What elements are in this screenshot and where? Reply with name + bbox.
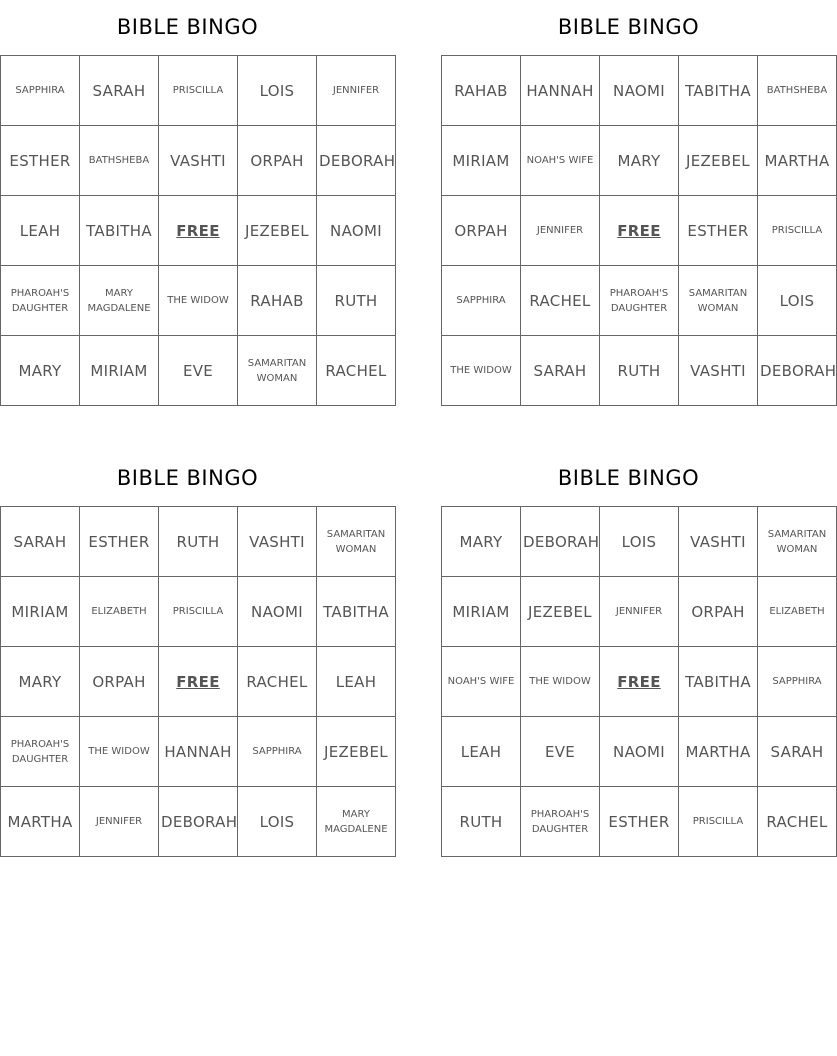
bingo-cell: RACHEL [521,266,600,336]
bingo-cell: ESTHER [1,126,80,196]
bingo-cell: SAMARITAN WOMAN [679,266,758,336]
bingo-cell: JENNIFER [600,577,679,647]
bingo-cell: NAOMI [317,196,396,266]
bingo-cell: SAMARITAN WOMAN [758,507,837,577]
bingo-cell: DEBORAH [521,507,600,577]
bingo-cell: RUTH [442,787,521,857]
bingo-grid [441,55,837,406]
bingo-card-4 [441,451,828,857]
free-cell: FREE [159,196,238,266]
bingo-cell: SARAH [521,336,600,406]
bingo-cell: BATHSHEBA [758,56,837,126]
bingo-cell: MARTHA [679,717,758,787]
bingo-cell: RUTH [317,266,396,336]
bingo-cell: SAMARITAN WOMAN [317,507,396,577]
bingo-cell: LEAH [317,647,396,717]
bingo-cell: PHAROAH'S DAUGHTER [1,717,80,787]
bingo-cell: THE WIDOW [521,647,600,717]
bingo-cell: RACHEL [317,336,396,406]
bingo-cell: VASHTI [679,507,758,577]
bingo-cell: JENNIFER [80,787,159,857]
bingo-grid [0,55,396,406]
bingo-cell: JENNIFER [317,56,396,126]
bingo-cell: ESTHER [600,787,679,857]
free-cell: FREE [159,647,238,717]
bingo-cell: HANNAH [159,717,238,787]
bingo-cell: RAHAB [442,56,521,126]
bingo-cell: NOAH'S WIFE [521,126,600,196]
bingo-cell: EVE [159,336,238,406]
bingo-cell: SAMARITAN WOMAN [238,336,317,406]
bingo-cell: DEBORAH [758,336,837,406]
bingo-cell: PRISCILLA [159,577,238,647]
bingo-cell: THE WIDOW [442,336,521,406]
bingo-cell: SAPPHIRA [238,717,317,787]
bingo-cell: ESTHER [80,507,159,577]
bingo-cell: TABITHA [679,647,758,717]
bingo-cell: LOIS [238,787,317,857]
bingo-cell: LOIS [758,266,837,336]
card-title: BIBLE BINGO [116,466,259,490]
bingo-cell: NAOMI [600,717,679,787]
bingo-cell: MARY [442,507,521,577]
bingo-cell: ELIZABETH [758,577,837,647]
bingo-cell: MARY [1,647,80,717]
bingo-cell: RUTH [159,507,238,577]
bingo-cell: NOAH'S WIFE [442,647,521,717]
bingo-cell: RACHEL [238,647,317,717]
bingo-cell: PRISCILLA [758,196,837,266]
card-title: BIBLE BINGO [557,466,700,490]
bingo-cell: RAHAB [238,266,317,336]
free-cell: FREE [600,647,679,717]
bingo-card-1 [0,0,396,406]
bingo-cell: NAOMI [600,56,679,126]
bingo-cell: ORPAH [80,647,159,717]
bingo-cell: LEAH [442,717,521,787]
bingo-cell: MARY [600,126,679,196]
bingo-cell: MIRIAM [1,577,80,647]
bingo-cell: LOIS [600,507,679,577]
bingo-cell: JEZEBEL [238,196,317,266]
bingo-cell: TABITHA [679,56,758,126]
bingo-cell: ORPAH [442,196,521,266]
bingo-cell: ELIZABETH [80,577,159,647]
bingo-grid [441,506,837,857]
bingo-cell: DEBORAH [317,126,396,196]
bingo-cell: SARAH [758,717,837,787]
bingo-cell: JEZEBEL [317,717,396,787]
bingo-cell: MARTHA [758,126,837,196]
bingo-card-2 [441,0,837,406]
bingo-cell: PRISCILLA [679,787,758,857]
bingo-cell: TABITHA [80,196,159,266]
bingo-cell: VASHTI [238,507,317,577]
bingo-cell: MARY MAGDALENE [80,266,159,336]
bingo-cell: NAOMI [238,577,317,647]
bingo-cell: LOIS [238,56,317,126]
bingo-cell: PHAROAH'S DAUGHTER [1,266,80,336]
bingo-cell: MIRIAM [442,126,521,196]
bingo-cell: SAPPHIRA [442,266,521,336]
bingo-cell: SAPPHIRA [1,56,80,126]
bingo-cell: ORPAH [679,577,758,647]
bingo-cell: SARAH [1,507,80,577]
bingo-cell: JENNIFER [521,196,600,266]
bingo-card-3 [0,451,389,857]
bingo-cell: HANNAH [521,56,600,126]
bingo-cell: TABITHA [317,577,396,647]
bingo-cell: THE WIDOW [80,717,159,787]
bingo-cell: MIRIAM [442,577,521,647]
bingo-cell: VASHTI [679,336,758,406]
bingo-cell: RACHEL [758,787,837,857]
bingo-cell: SARAH [80,56,159,126]
bingo-cell: MIRIAM [80,336,159,406]
bingo-cell: MARY MAGDALENE [317,787,396,857]
bingo-cell: PRISCILLA [159,56,238,126]
free-cell: FREE [600,196,679,266]
bingo-cell: BATHSHEBA [80,126,159,196]
card-title: BIBLE BINGO [557,15,700,39]
bingo-grid [0,506,396,857]
card-title: BIBLE BINGO [116,15,259,39]
bingo-cell: EVE [521,717,600,787]
bingo-cell: RUTH [600,336,679,406]
bingo-cell: PHAROAH'S DAUGHTER [521,787,600,857]
bingo-cell: LEAH [1,196,80,266]
bingo-cell: JEZEBEL [679,126,758,196]
bingo-cell: DEBORAH [159,787,238,857]
bingo-cell: JEZEBEL [521,577,600,647]
bingo-cell: VASHTI [159,126,238,196]
bingo-cell: SAPPHIRA [758,647,837,717]
bingo-cell: MARY [1,336,80,406]
bingo-cell: THE WIDOW [159,266,238,336]
bingo-cell: MARTHA [1,787,80,857]
bingo-cell: PHAROAH'S DAUGHTER [600,266,679,336]
bingo-cell: ORPAH [238,126,317,196]
bingo-cell: ESTHER [679,196,758,266]
